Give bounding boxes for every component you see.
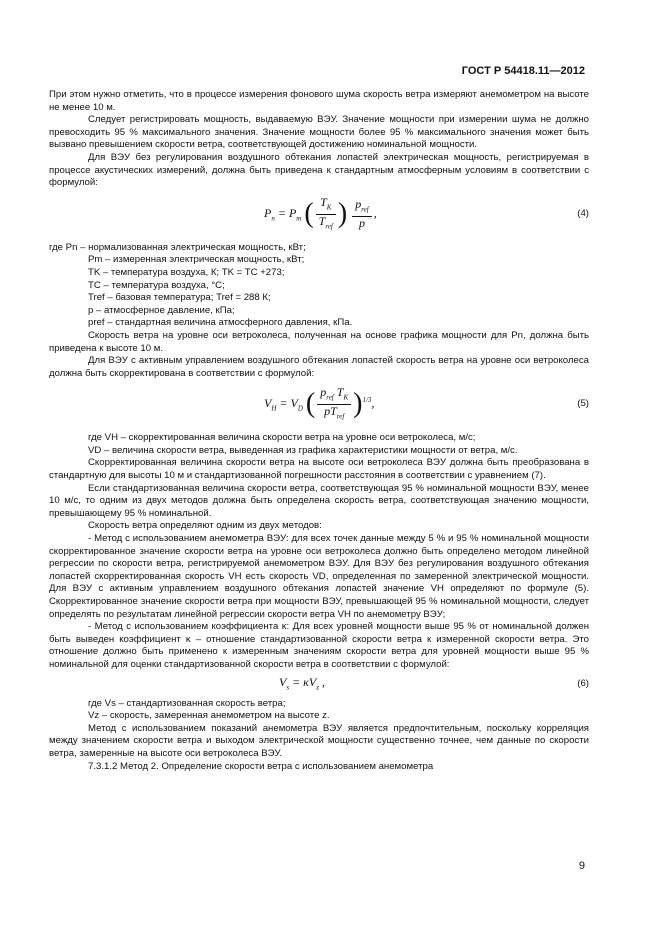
definition-line: TC – температура воздуха, °С; [88, 279, 225, 291]
definition-line: Pm – измеренная электрическая мощность, кВт; [88, 254, 305, 266]
definition-line: Tref – базовая температура; Tref = 288 К; [88, 292, 271, 304]
formula-6-expression: $V_s = \kappa V_z$ , [279, 674, 325, 691]
definition-line: pref – стандартная величина атмосферного давления, кПа. [88, 317, 353, 329]
page-number: 9 [578, 860, 585, 872]
formula-6-number: (6) [577, 677, 589, 689]
formula-6 [49, 674, 589, 696]
paragraph: Для ВЭУ без регулирования воздушного обтекания лопастей электрическая мощность, регистрируемая в процессе акустических измерений, должна быть приведена к стандартным атмосферным условиям в соответствии с формулой: [49, 151, 589, 189]
definition-line: где Vs – стандартизованная скорость ветра; [88, 697, 286, 709]
paragraph: - Метод с использованием коэффициента κ: Для всех уровней мощности выше 95 % от номинальной должен быть выведен коэффициент κ – отношение стандартизованной скорости ветра к измеренной скорости ветра. Это отношение должно быть применено к измеренным значениям скорости ветра для уровней мощности выше 95 % номинальной для оценки стандартизованной скорости ветра в соответствии с формулой: [49, 621, 589, 670]
paragraph: Метод с использованием показаний анемометра ВЭУ является предпочтительным, поскольку корреляция между значением скорости ветра и выходом электрической мощности существенно точнее, чем данные по скорости ветра, замеренные на высоте оси ветроколеса ВЭУ. [49, 722, 589, 759]
paragraph: - Метод с использованием анемометра ВЭУ: для всех точек данные между 5 % и 95 % номинальной мощности скорректированное значение скорости ветра на уровне оси ветроколеса должно быть определено методом линейной регрессии по скорости ветра, регистрируемой анемометром ВЭУ. Для ВЭУ без регулирования воздушного обтекания лопастей скорректированная скорость VH есть скорость VD, определенная по замеренной электрической мощности. Для ВЭУ с активным управлением воздушного обтекания лопастей значение VH определяют по формуле (5). Скорректированное значение скорости ветра при мощности ВЭУ, превышающей 95 % номинальной мощности, следует определять по результатам линейной регрессии скорости ветра VH по анемометру ВЭУ; [49, 533, 589, 620]
paragraph: Скорректированная величина скорости ветра на высоте оси ветроколеса ВЭУ должна быть преобразована в стандартную для высоты 10 м и стандартизованной погрешности расстояния в соответствии с уравнением (7). [49, 457, 589, 482]
formula-4-expression: $P_n = P_m$ ( $\frac{T_K}{T_{ref}}$ ) $\frac{p_{ref}}{p}$ , [264, 194, 377, 231]
paragraph: Для ВЭУ с активным управлением воздушного обтекания лопастей скорость ветра на уровне оси ветроколеса должна быть скорректирована в соответствии с формулой: [49, 355, 589, 379]
definition-line: p – атмосферное давление, кПа; [88, 304, 235, 316]
definition-line: где VH – скорректированная величина скорости ветра на уровне оси ветроколеса, м/с; [88, 432, 476, 444]
section-heading: 7.3.1.2 Метод 2. Определение скорости ветра с использованием анемометра [88, 760, 434, 772]
formula-5 [49, 382, 589, 430]
formula-5-expression: $V_H = V_D$ ( $\frac{p_{ref} T_K}{pT_{ref}}$ )$^{1/3}$, [264, 385, 375, 421]
definition-line: Vz – скорость, замеренная анемометром на высоте z. [88, 710, 330, 722]
formula-5-number: (5) [577, 398, 589, 410]
definition-line: TK – температура воздуха, К; TK = TC +273; [88, 266, 285, 278]
paragraph: Скорость ветра на уровне оси ветроколеса, полученная на основе графика мощности для Pn, должна быть приведена к высоте 10 м. [49, 329, 589, 354]
definition-line: где Pn – нормализованная электрическая мощность, кВт; [49, 241, 306, 253]
paragraph: Скорость ветра определяют одним из двух методов: [88, 520, 322, 532]
formula-4-number: (4) [577, 207, 589, 219]
definition-line: VD – величина скорости ветра, выведенная из графика характеристики мощности от ветра, м/с. [88, 444, 518, 456]
formula-4 [49, 192, 589, 240]
paragraph: При этом нужно отметить, что в процессе измерения фонового шума скорость ветра измеряют анемометром на высоте не менее 10 м. [49, 89, 589, 113]
document-header: ГОСТ Р 54418.11—2012 [461, 65, 585, 77]
paragraph: Следует регистрировать мощность, выдаваемую ВЭУ. Значение мощности при измерении шума не должно превосходить 95 % максимального значения. Значение мощности более 95 % максимального значения может быть вызвано превышением скорости ветра, соответствующей достижению номинальной мощности. [49, 114, 589, 151]
paragraph: Если стандартизованная величина скорости ветра, соответствующая 95 % номинальной мощности ВЭУ, менее 10 м/с, то одним из двух методов должна быть определена скорость ветра, соответствующая значению мощности, превышающему 95 % номинальной. [49, 482, 589, 519]
document-body [49, 89, 589, 773]
